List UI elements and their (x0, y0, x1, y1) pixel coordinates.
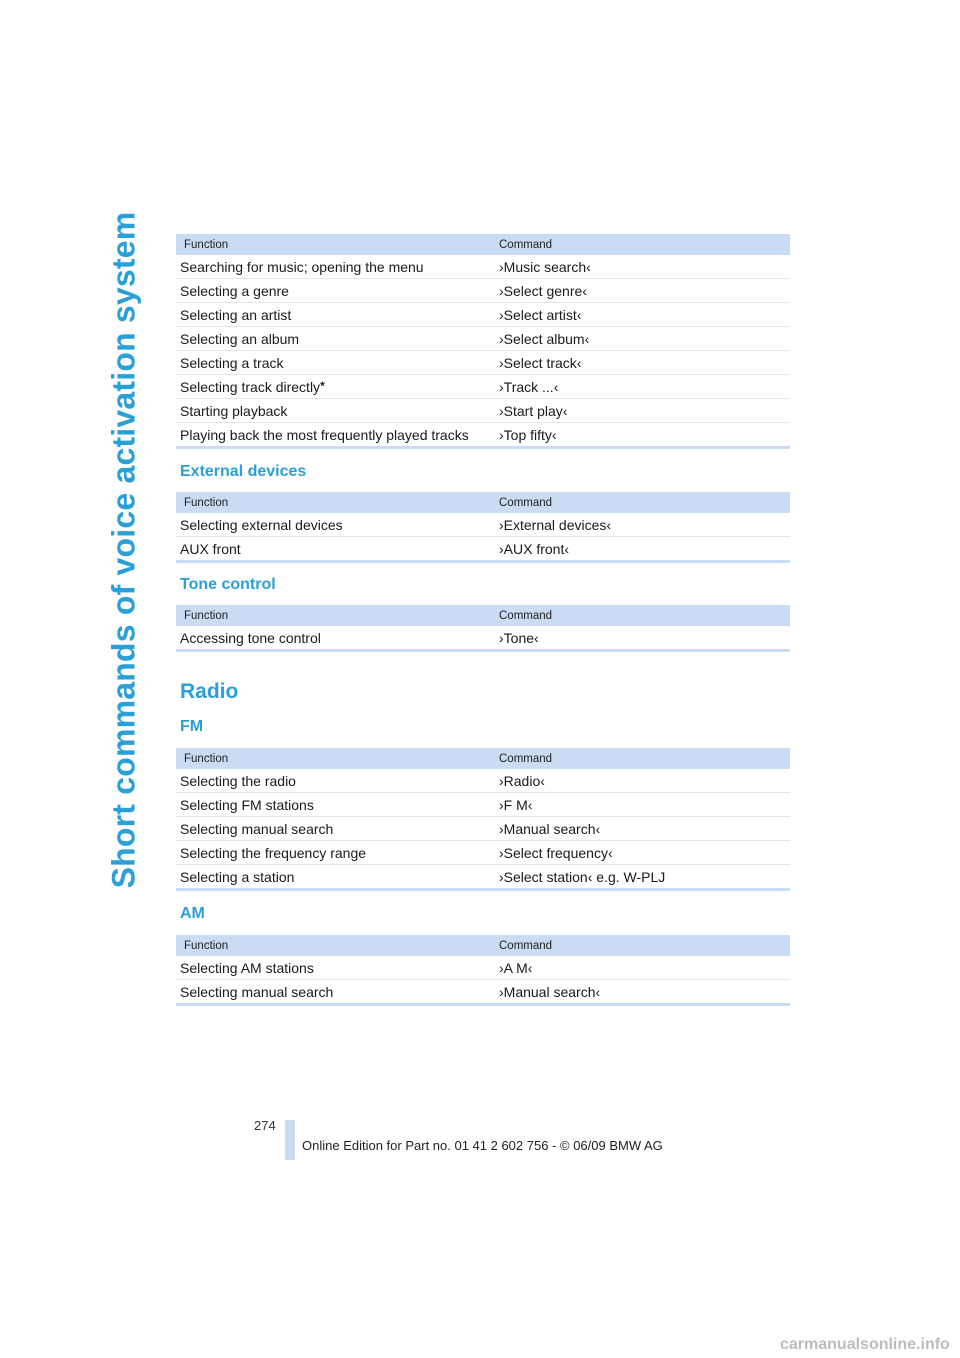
footer-accent-bar (285, 1120, 295, 1160)
side-chapter-title (94, 211, 154, 889)
function-cell: Selecting FM stations (176, 793, 495, 817)
chapter-title-text: Short commands of voice activation system (105, 211, 142, 889)
command-cell: ›Manual search‹ (495, 817, 790, 841)
command-cell: ›Select frequency‹ (495, 841, 790, 865)
function-text: Selecting track directly (180, 378, 321, 395)
command-cell: ›Track ...‹ (495, 375, 790, 399)
table-header-row (176, 492, 790, 513)
command-cell: ›External devices‹ (495, 513, 790, 537)
table-row (176, 841, 790, 865)
function-cell: Selecting a genre (176, 279, 495, 303)
command-cell: ›A M‹ (495, 956, 790, 980)
command-cell: ›AUX front‹ (495, 537, 790, 562)
tone-control-heading: Tone control (180, 576, 276, 593)
function-cell: Selecting a station (176, 865, 495, 890)
optional-equipment-star: * (320, 378, 325, 393)
table-row (176, 865, 790, 890)
header-command: Command (495, 748, 790, 769)
function-cell: Selecting a track (176, 351, 495, 375)
am-commands-table (176, 935, 790, 1006)
function-cell: Searching for music; opening the menu (176, 255, 495, 279)
function-cell: Selecting external devices (176, 513, 495, 537)
watermark: carmanualsonline.info (780, 1336, 950, 1353)
table-header-row (176, 234, 790, 255)
function-cell: Selecting manual search (176, 817, 495, 841)
table-row (176, 793, 790, 817)
function-cell: Selecting an album (176, 327, 495, 351)
table-row (176, 626, 790, 651)
header-function: Function (176, 234, 495, 255)
function-cell: Starting playback (176, 399, 495, 423)
function-cell: Selecting manual search (176, 980, 495, 1005)
table-row (176, 956, 790, 980)
fm-commands-table (176, 748, 790, 891)
table-header-row (176, 605, 790, 626)
table-header-row (176, 748, 790, 769)
tone-control-table (176, 605, 790, 652)
page-number: 274 (254, 1118, 276, 1133)
function-cell: Accessing tone control (176, 626, 495, 651)
header-function: Function (176, 748, 495, 769)
header-command: Command (495, 234, 790, 255)
header-command: Command (495, 935, 790, 956)
command-cell: ›Tone‹ (495, 626, 790, 651)
function-cell: Selecting the radio (176, 769, 495, 793)
table-row (176, 351, 790, 375)
function-cell: AUX front (176, 537, 495, 562)
command-cell: ›Select album‹ (495, 327, 790, 351)
table-row (176, 980, 790, 1005)
function-cell: Selecting an artist (176, 303, 495, 327)
music-commands-table (176, 234, 790, 449)
radio-heading: Radio (180, 680, 239, 703)
header-command: Command (495, 605, 790, 626)
table-row (176, 279, 790, 303)
am-heading: AM (180, 905, 205, 922)
external-devices-heading: External devices (180, 463, 307, 480)
header-function: Function (176, 935, 495, 956)
command-cell: ›Select genre‹ (495, 279, 790, 303)
header-command: Command (495, 492, 790, 513)
table-row (176, 303, 790, 327)
table-row (176, 423, 790, 448)
function-cell: Selecting AM stations (176, 956, 495, 980)
fm-heading: FM (180, 718, 204, 735)
command-cell: ›Select station‹ e.g. W-PLJ (495, 865, 790, 890)
table-row (176, 399, 790, 423)
command-cell: ›Select track‹ (495, 351, 790, 375)
function-cell (176, 375, 495, 399)
table-row (176, 537, 790, 562)
function-cell: Selecting the frequency range (176, 841, 495, 865)
table-row (176, 327, 790, 351)
edition-notice: Online Edition for Part no. 01 41 2 602 756 - © 06/09 BMW AG (302, 1138, 663, 1153)
header-function: Function (176, 492, 495, 513)
page-content (176, 234, 790, 1006)
table-row (176, 255, 790, 279)
table-row (176, 769, 790, 793)
external-devices-table (176, 492, 790, 563)
table-row (176, 817, 790, 841)
function-cell: Playing back the most frequently played tracks (176, 423, 495, 448)
header-function: Function (176, 605, 495, 626)
command-cell: ›Manual search‹ (495, 980, 790, 1005)
table-row (176, 513, 790, 537)
command-cell: ›Select artist‹ (495, 303, 790, 327)
command-cell: ›Start play‹ (495, 399, 790, 423)
command-cell: ›Radio‹ (495, 769, 790, 793)
command-cell: ›F M‹ (495, 793, 790, 817)
command-cell: ›Music search‹ (495, 255, 790, 279)
table-header-row (176, 935, 790, 956)
table-row (176, 375, 790, 399)
command-cell: ›Top fifty‹ (495, 423, 790, 448)
